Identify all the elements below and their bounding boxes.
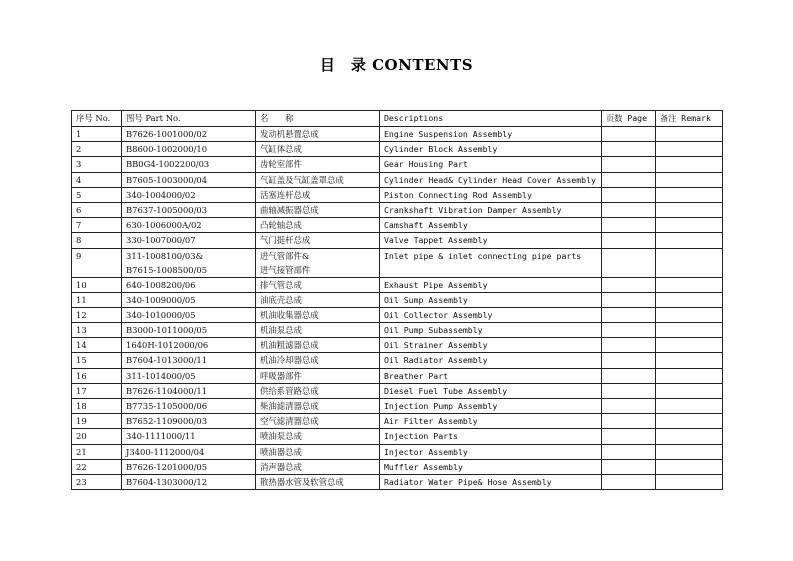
page-cell [602, 292, 656, 307]
remark-cell [656, 127, 723, 142]
page-cell [602, 368, 656, 383]
description: Engine Suspension Assembly [380, 127, 602, 142]
page-cell [602, 157, 656, 172]
description: Oil Pump Subassembly [380, 323, 602, 338]
row-number: 2 [72, 142, 122, 157]
remark-cell [656, 233, 723, 248]
page-cell [602, 353, 656, 368]
part-number-line: 1640H-1012000/06 [126, 340, 209, 351]
page-cell [602, 444, 656, 459]
remark-cell [656, 292, 723, 307]
description: Radiator Water Pipe& Hose Assembly [380, 474, 602, 489]
row-number: 8 [72, 233, 122, 248]
remark-cell [656, 172, 723, 187]
table-row [72, 233, 723, 248]
description: Valve Tappet Assembly [380, 233, 602, 248]
page-cell [602, 323, 656, 338]
part-number [122, 474, 256, 489]
table-row [72, 248, 723, 277]
part-name [256, 172, 380, 187]
description: Oil Sump Assembly [380, 292, 602, 307]
remark-cell [656, 338, 723, 353]
page-title: 目 录 CONTENTS [319, 56, 474, 74]
part-number-line: 630-1006000A/02 [126, 220, 202, 231]
part-name [256, 323, 380, 338]
description: Injection Pump Assembly [380, 399, 602, 414]
row-number: 23 [72, 474, 122, 489]
remark-cell [656, 307, 723, 322]
page-cell [602, 202, 656, 217]
part-name-line: 气门挺杆总成 [260, 235, 311, 246]
part-name-line: 机油泵总成 [260, 325, 302, 336]
remark-cell [656, 368, 723, 383]
part-number [122, 202, 256, 217]
part-name [256, 307, 380, 322]
part-number [122, 218, 256, 233]
description: Camshaft Assembly [380, 218, 602, 233]
page-cell [602, 248, 656, 277]
part-number-line: B7626-1201000/05 [126, 461, 208, 472]
page-cell [602, 127, 656, 142]
remark-cell [656, 399, 723, 414]
part-number [122, 157, 256, 172]
row-number: 4 [72, 172, 122, 187]
table-row [72, 307, 723, 322]
table-row [72, 127, 723, 142]
page-cell [602, 142, 656, 157]
table-row [72, 277, 723, 292]
remark-cell [656, 414, 723, 429]
part-number [122, 353, 256, 368]
part-name-line: 柴油滤清器总成 [260, 401, 319, 411]
part-name [256, 187, 380, 202]
part-name [256, 142, 380, 157]
part-name-line: 油底壳总成 [260, 294, 302, 305]
part-name-line: 气缸体总成 [260, 144, 302, 155]
table-row [72, 459, 723, 474]
part-name-line: 呼吸器部件 [260, 370, 302, 381]
part-number-line: B7626-1001000/02 [126, 129, 208, 139]
description: Injector Assembly [380, 444, 602, 459]
description: Diesel Fuel Tube Assembly [380, 383, 602, 398]
part-name [256, 157, 380, 172]
part-number-line: 640-1008200/06 [126, 279, 196, 290]
row-number: 16 [72, 368, 122, 383]
description: Inlet pipe & inlet connecting pipe parts [380, 248, 602, 277]
part-number-line: 311-1008100/03& [126, 250, 204, 261]
remark-cell [656, 248, 723, 277]
part-name-line: 排气管总成 [260, 279, 302, 290]
row-number: 9 [72, 248, 122, 277]
part-number [122, 292, 256, 307]
part-name-line: 喷油器总成 [260, 446, 302, 457]
part-number [122, 429, 256, 444]
row-number: 17 [72, 383, 122, 398]
description: Gear Housing Part [380, 157, 602, 172]
part-number-line: 340-1009000/05 [126, 294, 196, 305]
part-number [122, 127, 256, 142]
part-name [256, 338, 380, 353]
part-number [122, 444, 256, 459]
part-name [256, 218, 380, 233]
part-number-line: 340-1004000/02 [126, 189, 196, 200]
table-row [72, 474, 723, 489]
remark-cell [656, 429, 723, 444]
table-row [72, 444, 723, 459]
part-number [122, 307, 256, 322]
remark-cell [656, 202, 723, 217]
row-number: 7 [72, 218, 122, 233]
part-name [256, 277, 380, 292]
part-name [256, 368, 380, 383]
part-name [256, 444, 380, 459]
header-description: Descriptions [380, 111, 602, 127]
remark-cell [656, 459, 723, 474]
table-row [72, 187, 723, 202]
description: Piston Connecting Rod Assembly [380, 187, 602, 202]
part-number-line: BB0G4-1002200/03 [126, 159, 210, 170]
part-name-line: 进气管部件& [260, 250, 310, 261]
remark-cell [656, 383, 723, 398]
part-number [122, 277, 256, 292]
table-row [72, 383, 723, 398]
table-row [72, 368, 723, 383]
contents-table [71, 110, 723, 490]
description: Cylinder Block Assembly [380, 142, 602, 157]
remark-cell [656, 474, 723, 489]
table-row [72, 202, 723, 217]
part-name [256, 459, 380, 474]
page-cell [602, 399, 656, 414]
part-number-line: B7652-1109000/03 [126, 416, 208, 427]
page-cell [602, 459, 656, 474]
part-number-line: B7615-1008500/05 [126, 264, 208, 275]
part-name [256, 429, 380, 444]
part-name [256, 127, 380, 142]
row-number: 19 [72, 414, 122, 429]
part-name-line: 散热器水管及软管总成 [260, 476, 344, 487]
page-cell [602, 383, 656, 398]
description: Cylinder Head& Cylinder Head Cover Assembly [380, 172, 602, 187]
part-number [122, 323, 256, 338]
page-cell [602, 218, 656, 233]
remark-cell [656, 157, 723, 172]
part-name-line: 机油粗滤器总成 [260, 340, 319, 351]
row-number: 18 [72, 399, 122, 414]
part-name-line: 机油收集器总成 [260, 309, 319, 320]
part-number-line: B7604-1013000/11 [126, 355, 208, 366]
part-name-line: 发动机悬置总成 [260, 129, 319, 139]
row-number: 10 [72, 277, 122, 292]
part-number-line: B7604-1303000/12 [126, 476, 208, 487]
row-number: 11 [72, 292, 122, 307]
part-number [122, 187, 256, 202]
remark-cell [656, 142, 723, 157]
header-no: 序号 No. [72, 111, 122, 127]
part-name [256, 414, 380, 429]
remark-cell [656, 218, 723, 233]
table-row [72, 429, 723, 444]
description: Oil Strainer Assembly [380, 338, 602, 353]
part-name [256, 399, 380, 414]
table-row [72, 353, 723, 368]
part-number [122, 233, 256, 248]
part-name [256, 248, 380, 277]
remark-cell [656, 444, 723, 459]
part-number [122, 399, 256, 414]
row-number: 1 [72, 127, 122, 142]
row-number: 5 [72, 187, 122, 202]
description: Oil Radiator Assembly [380, 353, 602, 368]
part-name [256, 353, 380, 368]
part-number [122, 459, 256, 474]
contents-rows [72, 127, 723, 490]
row-number: 22 [72, 459, 122, 474]
table-row [72, 142, 723, 157]
part-number [122, 414, 256, 429]
part-name [256, 474, 380, 489]
table-row [72, 292, 723, 307]
part-number-line: 340-1010000/05 [126, 309, 196, 320]
part-name [256, 292, 380, 307]
description: Exhaust Pipe Assembly [380, 277, 602, 292]
description: Crankshaft Vibration Damper Assembly [380, 202, 602, 217]
remark-cell [656, 277, 723, 292]
part-number-line: B3000-1011000/05 [126, 325, 208, 336]
table-row [72, 414, 723, 429]
row-number: 21 [72, 444, 122, 459]
part-name-line: 活塞连杆总成 [260, 189, 311, 200]
description: Injection Parts [380, 429, 602, 444]
part-number-line: B8600-1002000/10 [126, 144, 208, 155]
header-remark: 备注 Remark [656, 111, 723, 127]
header-name: 名 称 [256, 111, 380, 127]
description: Oil Collector Assembly [380, 307, 602, 322]
description: Air Filter Assembly [380, 414, 602, 429]
part-number-line: B7735-1105000/06 [126, 401, 208, 411]
part-number-line: B7626-1104000/11 [126, 385, 208, 396]
page-cell [602, 172, 656, 187]
part-name-line: 齿轮室部件 [260, 159, 302, 170]
header-row [72, 111, 723, 127]
row-number: 14 [72, 338, 122, 353]
table-row [72, 218, 723, 233]
part-name [256, 383, 380, 398]
page-cell [602, 474, 656, 489]
table-row [72, 157, 723, 172]
part-name-line: 消声器总成 [260, 461, 302, 472]
page-cell [602, 233, 656, 248]
part-number [122, 368, 256, 383]
row-number: 12 [72, 307, 122, 322]
part-number [122, 248, 256, 277]
part-name-line: 喷油泵总成 [260, 431, 302, 442]
description: Breather Part [380, 368, 602, 383]
part-number-line: B7605-1003000/04 [126, 174, 208, 185]
part-name-line: 进气接管部件 [260, 264, 311, 275]
part-name-line: 空气滤清器总成 [260, 416, 319, 427]
part-number [122, 383, 256, 398]
part-number [122, 142, 256, 157]
row-number: 13 [72, 323, 122, 338]
part-number-line: J3400-1112000/04 [126, 446, 205, 457]
table-row [72, 399, 723, 414]
page-cell [602, 187, 656, 202]
part-number-line: 340-1111000/11 [126, 431, 196, 442]
page-cell [602, 277, 656, 292]
header-part-no: 图号 Part No. [122, 111, 256, 127]
table-row [72, 172, 723, 187]
part-number [122, 338, 256, 353]
part-name-line: 凸轮轴总成 [260, 220, 302, 231]
part-name [256, 233, 380, 248]
part-number-line: 311-1014000/05 [126, 370, 196, 381]
table-row [72, 323, 723, 338]
row-number: 20 [72, 429, 122, 444]
part-name-line: 曲轴减振器总成 [260, 204, 319, 215]
part-name-line: 机油冷却器总成 [260, 355, 319, 366]
remark-cell [656, 187, 723, 202]
part-number [122, 172, 256, 187]
header-page: 页数 Page [602, 111, 656, 127]
table-row [72, 338, 723, 353]
row-number: 15 [72, 353, 122, 368]
part-name-line: 气缸盖及气缸盖罩总成 [260, 174, 344, 185]
page-cell [602, 429, 656, 444]
description: Muffler Assembly [380, 459, 602, 474]
remark-cell [656, 323, 723, 338]
part-name [256, 202, 380, 217]
page-cell [602, 307, 656, 322]
page-cell [602, 338, 656, 353]
part-name-line: 供给系管路总成 [260, 385, 319, 396]
row-number: 3 [72, 157, 122, 172]
page-cell [602, 414, 656, 429]
part-number-line: 330-1007000/07 [126, 235, 196, 246]
remark-cell [656, 353, 723, 368]
row-number: 6 [72, 202, 122, 217]
part-number-line: B7637-1005000/03 [126, 204, 208, 215]
